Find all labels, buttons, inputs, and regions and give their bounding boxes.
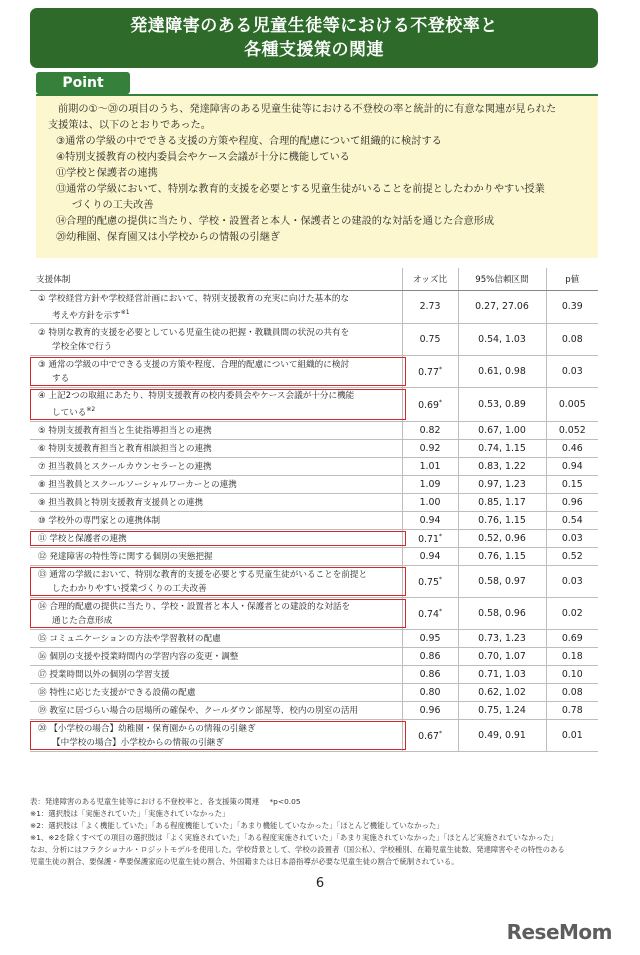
support-label-line-1: ⑦ 担当教員とスクールカウンセラーとの連携 — [38, 461, 212, 472]
support-label — [30, 648, 402, 666]
support-label-line-2 — [38, 372, 394, 386]
confidence-interval-cell: 0.76, 1.15 — [458, 512, 546, 530]
point-item: ⑬通常の学級において、特別な教育的支援を必要とする児童生徒がいることを前提としたわかりやすい授業 — [56, 184, 545, 195]
support-label — [30, 548, 402, 566]
odds-ratio-value: 0.67 — [418, 730, 439, 742]
significance-star: * — [438, 398, 442, 406]
odds-ratio-cell — [402, 530, 458, 548]
point-item-continuation: づくりの工夫改善 — [72, 200, 154, 211]
p-value-cell: 0.10 — [546, 666, 598, 684]
support-label-line-1: ① 学校経営方針や学校経営計画において、特別支援教育の充実に向けた基本的な — [38, 293, 350, 304]
support-label-line-2 — [38, 736, 394, 750]
support-label — [30, 666, 402, 684]
note-4: なお、分析にはフラクショナル・ロジットモデルを使用した。学校背景として、学校の設置者（国公私）、学校種別、在籍児童生徒数、発達障害やその特性のある — [30, 845, 565, 854]
odds-ratio-cell — [402, 512, 458, 530]
significance-star: * — [438, 365, 442, 373]
table-row — [30, 720, 598, 752]
odds-ratio-value: 1.00 — [419, 497, 441, 509]
p-value-cell: 0.69 — [546, 630, 598, 648]
table-row — [30, 458, 598, 476]
support-label-line-2-text: 【中学校の場合】小学校からの情報の引継ぎ — [52, 737, 224, 748]
table-caption — [30, 796, 610, 808]
p-value-cell: 0.15 — [546, 476, 598, 494]
confidence-interval-cell: 0.49, 0.91 — [458, 720, 546, 752]
odds-ratio-value: 0.75 — [418, 576, 439, 588]
odds-ratio-cell — [402, 566, 458, 598]
support-label-line-1: ⑫ 発達障害の特性等に関する個別の実態把握 — [38, 551, 213, 562]
table-row — [30, 356, 598, 388]
support-label-line-1: ⑯ 個別の支援や授業時間内の学習内容の変更・調整 — [38, 651, 239, 662]
support-label-line-2-text: している — [52, 408, 87, 419]
point-item: ⑭合理的配慮の提供に当たり、学校・設置者と本人・保護者との建設的な対話を通じた合意形成 — [56, 216, 495, 227]
table-body — [30, 290, 598, 752]
table-row — [30, 566, 598, 598]
point-item: ③通常の学級の中でできる支援の方策や程度、合理的配慮について組織的に検討する — [56, 136, 442, 147]
header-odds: オッズ比 — [402, 268, 458, 290]
point-intro-2: 支援策は、以下のとおりであった。 — [48, 120, 211, 131]
support-label — [30, 566, 402, 598]
support-label-line-1: ⑳ 【小学校の場合】幼稚園・保育園からの情報の引継ぎ — [38, 723, 256, 734]
support-label — [30, 458, 402, 476]
support-label-line-1: ⑪ 学校と保護者の連携 — [38, 533, 127, 544]
table-row — [30, 666, 598, 684]
odds-ratio-value: 2.73 — [419, 301, 441, 313]
odds-ratio-value: 0.95 — [419, 633, 441, 645]
support-label — [30, 356, 402, 388]
support-label — [30, 598, 402, 630]
point-item: ⑳幼稚園、保育園又は小学校からの情報の引継ぎ — [56, 232, 281, 243]
odds-ratio-cell — [402, 422, 458, 440]
note-3: ※1、※2を除くすべての項目の選択肢は「よく実施されていた」「ある程度実施されていた」「あまり実施されていなかった」「ほとんど実施されていなかった」 — [30, 833, 558, 842]
odds-ratio-cell — [402, 458, 458, 476]
odds-ratio-cell — [402, 548, 458, 566]
confidence-interval-cell: 0.74, 1.15 — [458, 440, 546, 458]
support-label-line-1: ⑤ 特別支援教育担当と生徒指導担当との連携 — [38, 425, 212, 436]
p-value-cell: 0.94 — [546, 458, 598, 476]
odds-ratio-value: 0.69 — [418, 399, 439, 411]
support-label — [30, 512, 402, 530]
odds-ratio-value: 0.94 — [419, 515, 441, 527]
p-value-cell: 0.03 — [546, 356, 598, 388]
point-item: ⑪学校と保護者の連携 — [56, 168, 158, 179]
header-p: p値 — [546, 268, 598, 290]
support-label-line-1: ⑧ 担当教員とスクールソーシャルワーカーとの連携 — [38, 479, 237, 490]
table-row — [30, 530, 598, 548]
confidence-interval-cell: 0.75, 1.24 — [458, 702, 546, 720]
table-row — [30, 684, 598, 702]
header-ci: 95%信頼区間 — [458, 268, 546, 290]
table-row — [30, 422, 598, 440]
support-label-line-1: ⑲ 教室に居づらい場合の居場所の確保や、クールダウン部屋等、校内の別室の活用 — [38, 705, 359, 716]
support-label-line-2-text: 通じた合意形成 — [52, 615, 113, 626]
odds-ratio-value: 0.80 — [419, 687, 441, 699]
support-label-line-2 — [38, 582, 394, 596]
footnote-mark: ※2 — [86, 406, 96, 414]
odds-ratio-cell — [402, 720, 458, 752]
odds-ratio-value: 0.96 — [419, 705, 441, 717]
odds-ratio-value: 0.75 — [419, 334, 441, 346]
title-line-1: 発達障害のある児童生徒等における不登校率と — [130, 16, 498, 36]
odds-ratio-value: 0.86 — [419, 669, 441, 681]
table-row — [30, 702, 598, 720]
table-row — [30, 290, 598, 324]
point-label: Point — [36, 72, 130, 94]
confidence-interval-cell: 0.62, 1.02 — [458, 684, 546, 702]
table-row — [30, 388, 598, 422]
significance-star: * — [438, 729, 442, 737]
page-number: 6 — [315, 876, 325, 891]
table-row — [30, 440, 598, 458]
support-label — [30, 440, 402, 458]
support-label-wrap — [34, 703, 398, 719]
support-label — [30, 388, 402, 422]
support-label-wrap — [34, 631, 398, 647]
odds-ratio-value: 0.71 — [418, 533, 439, 545]
odds-ratio-value: 0.86 — [419, 651, 441, 663]
table-header-row — [30, 268, 598, 290]
confidence-interval-cell: 0.67, 1.00 — [458, 422, 546, 440]
confidence-interval-cell: 0.85, 1.17 — [458, 494, 546, 512]
p-value-cell: 0.46 — [546, 440, 598, 458]
support-label — [30, 684, 402, 702]
odds-ratio-value: 0.77 — [418, 366, 439, 378]
support-label-wrap — [34, 388, 398, 421]
support-label — [30, 324, 402, 356]
odds-ratio-cell — [402, 356, 458, 388]
confidence-interval-cell: 0.71, 1.03 — [458, 666, 546, 684]
support-label-line-1: ④ 上記2つの取組にあたり、特別支援教育の校内委員会やケース会議が十分に機能 — [38, 391, 355, 402]
odds-ratio-cell — [402, 648, 458, 666]
odds-ratio-cell — [402, 666, 458, 684]
support-label-line-1: ⑨ 担当教員と特別支援教育支援員との連携 — [38, 497, 204, 508]
notes — [30, 796, 610, 868]
support-label-wrap — [34, 599, 398, 629]
significance-star: * — [438, 607, 442, 615]
support-label-line-1: ⑩ 学校外の専門家との連携体制 — [38, 515, 161, 526]
note-5: 児童生徒の割合、要保護・準要保護家庭の児童生徒の割合、外国籍または日本語指導が必要な児童生徒の割合で統制されている。 — [30, 857, 459, 866]
support-label-line-1: ⑰ 授業時間以外の個別の学習支援 — [38, 669, 170, 680]
support-label-wrap — [34, 477, 398, 493]
title-line-2: 各種支援策の関連 — [244, 40, 384, 60]
support-label-line-1: ② 特別な教育的支援を必要としている児童生徒の把握・教職員間の状況の共有を — [38, 327, 350, 338]
support-label-wrap — [34, 495, 398, 511]
confidence-interval-cell: 0.97, 1.23 — [458, 476, 546, 494]
p-value-cell: 0.005 — [546, 388, 598, 422]
confidence-interval-cell: 0.70, 1.07 — [458, 648, 546, 666]
confidence-interval-cell: 0.52, 0.96 — [458, 530, 546, 548]
support-label-line-2 — [38, 614, 394, 628]
table-row — [30, 648, 598, 666]
p-value-cell: 0.54 — [546, 512, 598, 530]
support-label-wrap — [34, 459, 398, 475]
table-row — [30, 476, 598, 494]
support-label-wrap — [34, 513, 398, 529]
header-support: 支援体制 — [30, 268, 402, 290]
odds-ratio-cell — [402, 702, 458, 720]
point-intro-1: 前期の①～⑳の項目のうち、発達障害のある児童生徒等における不登校の率と統計的に有意な関連が見られた — [58, 104, 557, 115]
table-row — [30, 324, 598, 356]
p-value-cell: 0.96 — [546, 494, 598, 512]
caption-text: 表：発達障害のある児童生徒等における不登校率と、各支援策の関連 — [30, 797, 260, 806]
confidence-interval-cell: 0.53, 0.89 — [458, 388, 546, 422]
note-1: ※1：選択肢は「実施されていた」「実施されていなかった」 — [30, 809, 230, 818]
significance-star: * — [438, 575, 442, 583]
odds-ratio-cell — [402, 290, 458, 324]
odds-ratio-value: 0.94 — [419, 551, 441, 563]
support-label — [30, 720, 402, 752]
support-label-line-2-text: する — [52, 373, 70, 384]
support-label-wrap — [34, 531, 398, 547]
support-label-wrap — [34, 325, 398, 355]
confidence-interval-cell: 0.58, 0.96 — [458, 598, 546, 630]
p-value-cell: 0.08 — [546, 684, 598, 702]
support-label-wrap — [34, 667, 398, 683]
support-label-wrap — [34, 441, 398, 457]
odds-ratio-value: 1.01 — [419, 461, 441, 473]
p-value-cell: 0.01 — [546, 720, 598, 752]
confidence-interval-cell: 0.54, 1.03 — [458, 324, 546, 356]
confidence-interval-cell: 0.76, 1.15 — [458, 548, 546, 566]
table-row — [30, 630, 598, 648]
p-value-cell: 0.03 — [546, 530, 598, 548]
odds-ratio-cell — [402, 630, 458, 648]
support-label-line-1: ③ 通常の学級の中でできる支援の方策や程度、合理的配慮について組織的に検討 — [38, 359, 350, 370]
support-label-wrap — [34, 549, 398, 565]
results-table — [30, 268, 598, 752]
odds-ratio-value: 0.74 — [418, 608, 439, 620]
support-label-wrap — [34, 423, 398, 439]
p-value-cell: 0.39 — [546, 290, 598, 324]
p-value-cell: 0.78 — [546, 702, 598, 720]
title-banner — [30, 8, 598, 68]
table-row — [30, 512, 598, 530]
p-value-cell: 0.08 — [546, 324, 598, 356]
support-label-line-1: ⑭ 合理的配慮の提供に当たり、学校・設置者と本人・保護者との建設的な対話を — [38, 601, 351, 612]
support-label — [30, 530, 402, 548]
table-row — [30, 598, 598, 630]
p-value-cell: 0.02 — [546, 598, 598, 630]
support-label-line-2-text: 考えや方針を示す — [52, 310, 121, 321]
support-label-line-2-text: したわかりやすい授業づくりの工夫改善 — [52, 583, 207, 594]
support-label-line-1: ⑮ コミュニケーションの方法や学習教材の配慮 — [38, 633, 221, 644]
support-label-wrap — [34, 357, 398, 387]
confidence-interval-cell: 0.83, 1.22 — [458, 458, 546, 476]
point-box — [36, 96, 598, 258]
confidence-interval-cell: 0.27, 27.06 — [458, 290, 546, 324]
support-label-line-2 — [38, 306, 394, 323]
support-label-line-1: ⑱ 特性に応じた支援ができる設備の配慮 — [38, 687, 196, 698]
support-label — [30, 290, 402, 324]
confidence-interval-cell: 0.73, 1.23 — [458, 630, 546, 648]
support-label — [30, 476, 402, 494]
support-label — [30, 630, 402, 648]
table-row — [30, 548, 598, 566]
support-label-wrap — [34, 649, 398, 665]
p-value-cell: 0.52 — [546, 548, 598, 566]
odds-ratio-cell — [402, 598, 458, 630]
odds-ratio-cell — [402, 476, 458, 494]
support-label-wrap — [34, 567, 398, 597]
odds-ratio-cell — [402, 440, 458, 458]
support-label-line-2 — [38, 340, 394, 354]
confidence-interval-cell: 0.61, 0.98 — [458, 356, 546, 388]
odds-ratio-cell — [402, 388, 458, 422]
support-label — [30, 494, 402, 512]
note-2: ※2：選択肢は「よく機能していた」「ある程度機能していた」「あまり機能していなかった」「ほとんど機能していなかった」 — [30, 821, 444, 830]
odds-ratio-cell — [402, 494, 458, 512]
support-label-line-1: ⑥ 特別支援教育担当と教育相談担当との連携 — [38, 443, 212, 454]
p-value-cell: 0.18 — [546, 648, 598, 666]
support-label — [30, 702, 402, 720]
support-label-line-2 — [38, 403, 394, 420]
support-label — [30, 422, 402, 440]
odds-ratio-cell — [402, 324, 458, 356]
odds-ratio-value: 0.82 — [419, 425, 441, 437]
support-label-wrap — [34, 721, 398, 751]
significance-star: * — [438, 532, 442, 540]
support-label-line-2-text: 学校全体で行う — [52, 341, 113, 352]
odds-ratio-value: 1.09 — [419, 479, 441, 491]
support-label-wrap — [34, 685, 398, 701]
p-value-cell: 0.052 — [546, 422, 598, 440]
table-row — [30, 494, 598, 512]
significance-note: *p<0.05 — [269, 797, 301, 806]
odds-ratio-value: 0.92 — [419, 443, 441, 455]
support-label-wrap — [34, 291, 398, 324]
support-label-line-1: ⑬ 通常の学級において、特別な教育的支援を必要とする児童生徒がいることを前提と — [38, 569, 368, 580]
p-value-cell: 0.03 — [546, 566, 598, 598]
confidence-interval-cell: 0.58, 0.97 — [458, 566, 546, 598]
footnote-mark: ※1 — [120, 308, 130, 316]
resemom-logo: ReseMom — [506, 920, 612, 944]
point-item: ④特別支援教育の校内委員会やケース会議が十分に機能している — [56, 152, 350, 163]
odds-ratio-cell — [402, 684, 458, 702]
